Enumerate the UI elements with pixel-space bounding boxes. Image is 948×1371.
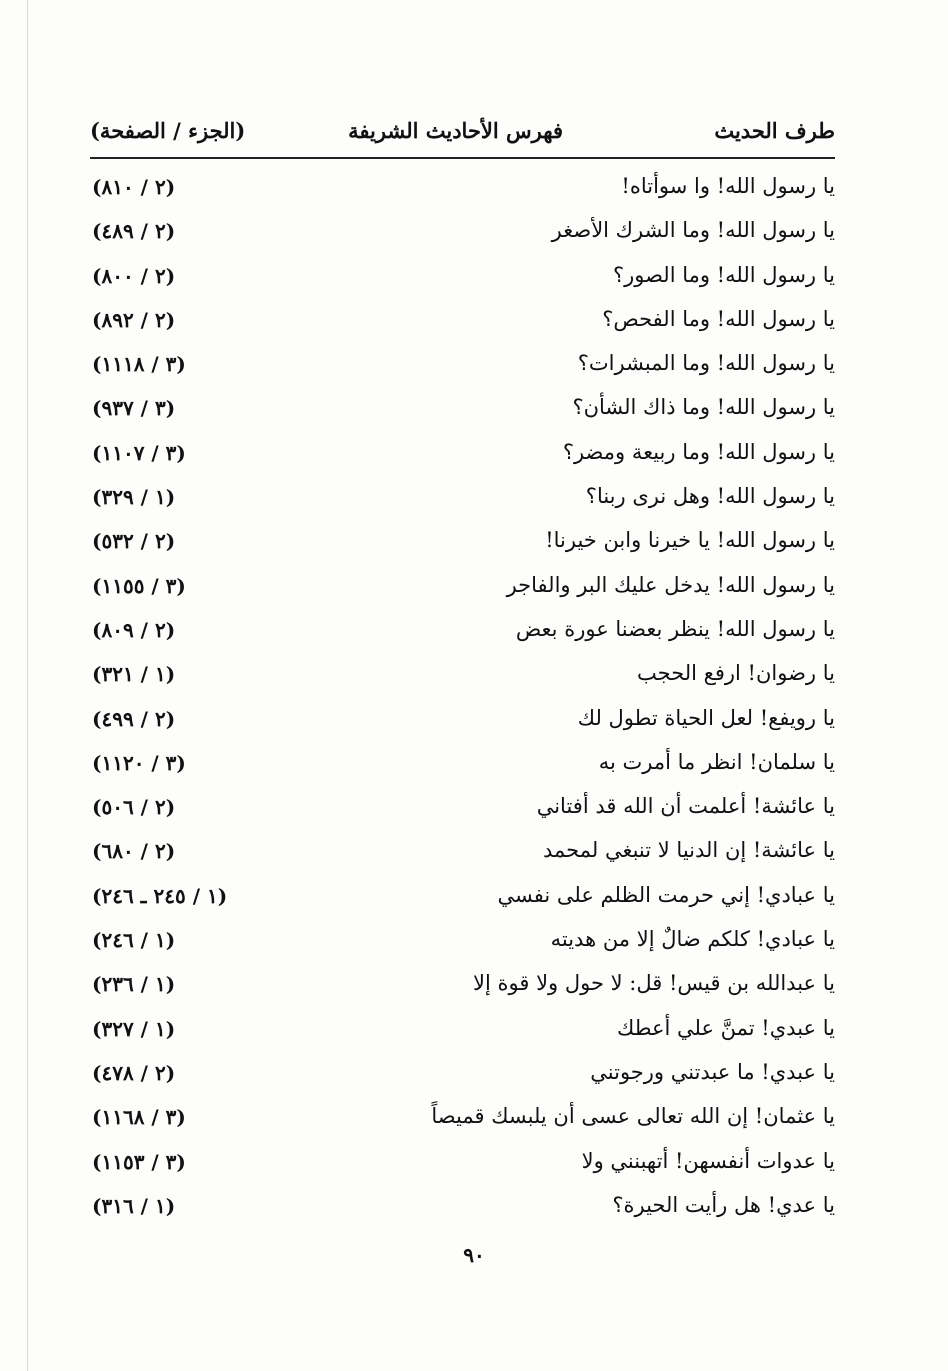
hadith-text: يا رسول الله! وهل نرى ربنا؟ <box>585 484 835 509</box>
hadith-text: يا عثمان! إن الله تعالى عسى أن يلبسك قميصاً <box>431 1104 835 1129</box>
hadith-text: يا رسول الله! وا سوأتاه! <box>621 174 835 198</box>
index-entry <box>90 697 835 741</box>
page-number: ٩٠ <box>463 1243 485 1267</box>
volume-page-reference: (١ / ٢٤٦) <box>92 928 176 953</box>
hadith-text: يا رسول الله! وما ربيعة ومضر؟ <box>562 439 835 464</box>
hadith-text: يا عدوات أنفسهن! أتهبنني ولا <box>581 1148 835 1173</box>
index-entry <box>90 608 835 652</box>
hadith-index-list <box>90 165 835 1228</box>
hadith-text: يا رضوان! ارفع الحجب <box>637 661 835 686</box>
hadith-text: يا عبدي! تمنَّ علي أعطك <box>617 1015 835 1040</box>
index-entry <box>90 1140 835 1184</box>
header-hadith-column-label: طرف الحديث <box>714 118 835 143</box>
hadith-text: يا رسول الله! وما الفحص؟ <box>602 306 835 331</box>
index-entry <box>90 475 835 519</box>
index-entry <box>90 829 835 873</box>
index-entry <box>90 962 835 1006</box>
volume-page-reference: (٢ / ٨٩٢) <box>92 307 176 332</box>
volume-page-reference: (٣ / ١١٢٠) <box>92 750 186 775</box>
hadith-text: يا رسول الله! ينظر بعضنا عورة بعض <box>515 616 835 641</box>
volume-page-reference: (١ / ٢٤٥ ـ ٢٤٦) <box>92 883 228 908</box>
index-entry <box>90 1007 835 1051</box>
index-entry <box>90 209 835 253</box>
volume-page-reference: (٣ / ١١٠٧) <box>92 440 186 465</box>
volume-page-reference: (٢ / ٥٠٦) <box>92 795 176 820</box>
volume-page-reference: (٢ / ٥٣٢) <box>92 529 176 554</box>
hadith-text: يا عبادي! كلكم ضالٌ إلا من هديته <box>550 927 835 952</box>
hadith-text: يا رسول الله! وما الشرك الأصغر <box>551 218 835 243</box>
index-entry <box>90 1051 835 1095</box>
volume-page-reference: (٢ / ٨١٠) <box>92 175 176 199</box>
volume-page-reference: (١ / ٣٢١) <box>92 662 176 687</box>
hadith-text: يا رسول الله! وما ذاك الشأن؟ <box>572 395 835 420</box>
hadith-text: يا عبدي! ما عبدتني ورجوتني <box>590 1059 835 1084</box>
header-index-title: فهرس الأحاديث الشريفة <box>348 118 563 143</box>
hadith-text: يا رسول الله! وما الصور؟ <box>612 262 835 287</box>
index-entry <box>90 918 835 962</box>
volume-page-reference: (٣ / ١١٦٨) <box>92 1105 186 1130</box>
index-entry <box>90 564 835 608</box>
volume-page-reference: (١ / ٢٣٦) <box>92 972 176 997</box>
index-entry <box>90 1184 835 1228</box>
hadith-text: يا عدي! هل رأيت الحيرة؟ <box>612 1192 835 1217</box>
page-header <box>90 112 835 152</box>
hadith-text: يا سلمان! انظر ما أمرت به <box>598 749 835 774</box>
index-entry <box>90 785 835 829</box>
hadith-text: يا رسول الله! وما المبشرات؟ <box>577 351 835 376</box>
volume-page-reference: (٢ / ٤٩٩) <box>92 706 176 731</box>
index-entry <box>90 386 835 430</box>
index-entry <box>90 165 835 209</box>
header-rule <box>90 157 835 159</box>
index-entry <box>90 342 835 386</box>
scan-edge-line <box>27 0 28 1371</box>
index-entry <box>90 741 835 785</box>
volume-page-reference: (٢ / ٤٨٩) <box>92 219 176 244</box>
index-entry <box>90 254 835 298</box>
volume-page-reference: (١ / ٣٢٧) <box>92 1016 176 1041</box>
index-entry <box>90 298 835 342</box>
index-entry <box>90 431 835 475</box>
volume-page-reference: (٢ / ٨٠٩) <box>92 617 176 642</box>
hadith-text: يا عائشة! أعلمت أن الله قد أفتاني <box>536 794 835 819</box>
volume-page-reference: (٢ / ٤٧٨) <box>92 1060 176 1085</box>
index-entry <box>90 874 835 918</box>
hadith-text: يا رسول الله! يدخل عليك البر والفاجر <box>506 572 835 597</box>
volume-page-reference: (٣ / ١١٥٣) <box>92 1149 186 1174</box>
hadith-text: يا رسول الله! يا خيرنا وابن خيرنا! <box>545 528 835 553</box>
volume-page-reference: (٣ / ١١١٨) <box>92 352 186 377</box>
volume-page-reference: (٢ / ٦٨٠) <box>92 839 176 864</box>
hadith-text: يا رويفع! لعل الحياة تطول لك <box>577 705 835 730</box>
volume-page-reference: (١ / ٣٢٩) <box>92 485 176 510</box>
hadith-text: يا عبدالله بن قيس! قل: لا حول ولا قوة إلا <box>473 971 835 996</box>
index-entry <box>90 1095 835 1139</box>
hadith-text: يا عبادي! إني حرمت الظلم على نفسي <box>497 882 835 907</box>
volume-page-reference: (٣ / ١١٥٥) <box>92 573 186 598</box>
index-entry <box>90 652 835 696</box>
header-volume-page-label: (الجزء / الصفحة) <box>90 118 246 143</box>
volume-page-reference: (٣ / ٩٣٧) <box>92 396 176 421</box>
volume-page-reference: (١ / ٣١٦) <box>92 1193 176 1218</box>
hadith-text: يا عائشة! إن الدنيا لا تنبغي لمحمد <box>543 838 835 863</box>
volume-page-reference: (٢ / ٨٠٠) <box>92 263 176 288</box>
index-entry <box>90 519 835 563</box>
